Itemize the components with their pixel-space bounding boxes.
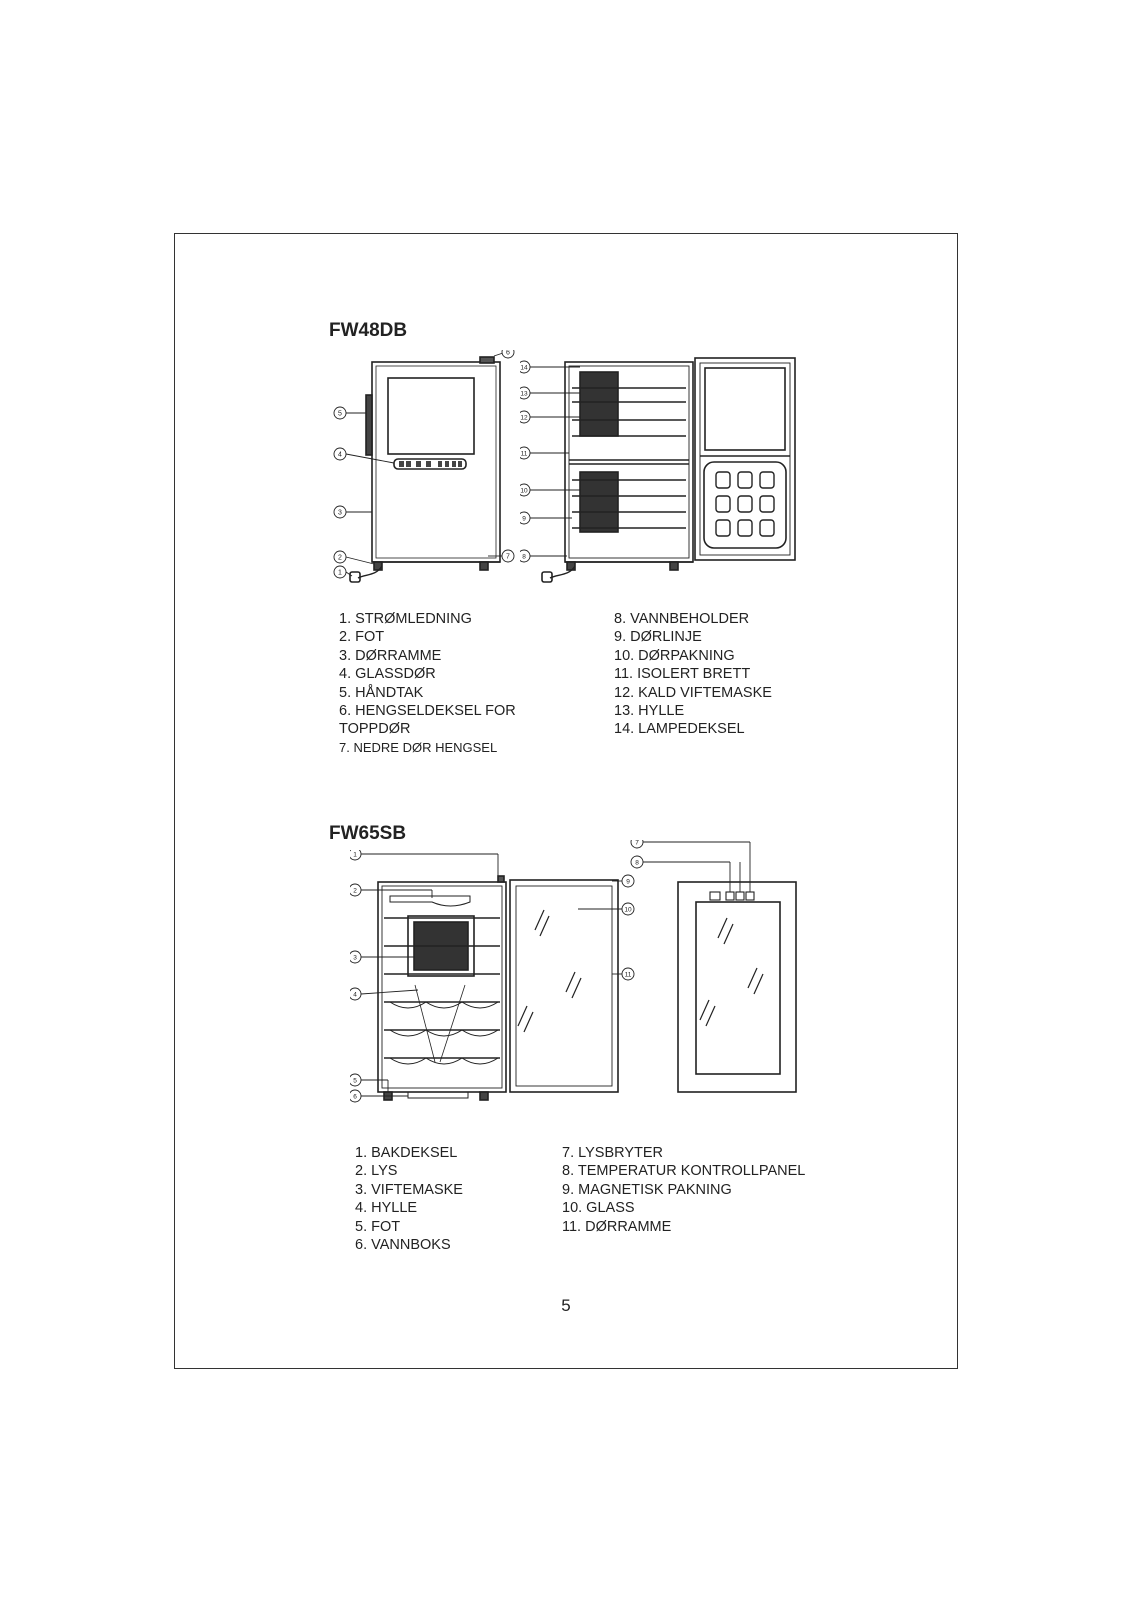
callout-fw65-11: 11 — [624, 971, 632, 979]
callout-fw65-1: 1 — [353, 851, 357, 859]
legend-item: 10. GLASS — [562, 1200, 635, 1217]
legend-item: 8. VANNBEHOLDER — [614, 611, 750, 627]
fw65sb-open-view — [350, 850, 660, 1132]
callout-front-7: 7 — [506, 553, 510, 561]
fw48db-front-view — [330, 350, 530, 600]
legend-item: 12. KALD VIFTEMASKE — [614, 684, 772, 701]
callout-front-1: 1 — [338, 569, 342, 577]
callout-fw65-5: 5 — [353, 1077, 357, 1085]
legend-fw65sb-right — [562, 1144, 805, 1236]
legend-item: 7. LYSBRYTER — [562, 1145, 664, 1161]
model-title-fw48db: FW48DB — [329, 320, 408, 341]
legend-item: 9. MAGNETISK PAKNING — [562, 1181, 732, 1198]
legend-fw48db-right — [614, 610, 772, 739]
legend-fw48db-left — [339, 610, 516, 757]
callout-open-12: 12 — [520, 414, 528, 422]
callout-open-8: 8 — [522, 553, 526, 561]
legend-item: 8. TEMPERATUR KONTROLLPANEL — [562, 1163, 806, 1180]
legend-item: 4. GLASSDØR — [339, 666, 436, 683]
legend-item: 9. DØRLINJE — [614, 629, 702, 646]
callout-fw65-3: 3 — [353, 954, 357, 962]
legend-item: 13. HYLLE — [614, 703, 685, 720]
page-number: 5 — [561, 1296, 571, 1315]
legend-item: 1. STRØMLEDNING — [339, 611, 472, 627]
callout-front-5: 5 — [338, 410, 342, 418]
callout-fw65-8: 8 — [635, 859, 639, 867]
legend-item: 11. ISOLERT BRETT — [614, 666, 751, 683]
legend-item: 6. VANNBOKS — [355, 1237, 451, 1254]
callout-front-6: 6 — [506, 350, 510, 357]
legend-item: 1. BAKDEKSEL — [355, 1145, 458, 1161]
legend-item: 2. FOT — [339, 629, 385, 646]
callout-fw65-7: 7 — [635, 840, 639, 847]
legend-item: 3. VIFTEMASKE — [355, 1181, 463, 1198]
legend-item: 5. FOT — [355, 1218, 401, 1235]
callout-open-11: 11 — [520, 450, 528, 458]
callout-fw65-6: 6 — [353, 1093, 357, 1101]
callout-fw65-10: 10 — [624, 906, 632, 914]
callout-front-4: 4 — [338, 451, 342, 459]
legend-item: TOPPDØR — [339, 721, 411, 738]
callout-front-3: 3 — [338, 509, 342, 517]
legend-item: 11. DØRRAMME — [562, 1218, 672, 1235]
callout-fw65-2: 2 — [353, 887, 357, 895]
legend-item: 7. NEDRE DØR HENGSEL — [339, 739, 498, 755]
legend-item: 2. LYS — [355, 1163, 398, 1180]
legend-item: 3. DØRRAMME — [339, 647, 442, 664]
callout-open-14: 14 — [520, 364, 528, 372]
legend-fw65sb-left — [355, 1144, 463, 1254]
legend-item: 10. DØRPAKNING — [614, 647, 735, 664]
callout-fw65-4: 4 — [353, 991, 357, 999]
callout-front-2: 2 — [338, 554, 342, 562]
callout-open-13: 13 — [520, 390, 528, 398]
callout-open-9: 9 — [522, 515, 526, 523]
legend-item: 6. HENGSELDEKSEL FOR — [339, 703, 516, 720]
legend-item: 5. HÅNDTAK — [339, 684, 424, 701]
fw65sb-front-view — [630, 840, 810, 1102]
fw48db-open-view — [520, 350, 800, 600]
callout-open-10: 10 — [520, 487, 528, 495]
legend-item: 4. HYLLE — [355, 1200, 418, 1217]
model-title-fw65sb: FW65SB — [329, 823, 407, 844]
legend-item: 14. LAMPEDEKSEL — [614, 721, 745, 738]
callout-fw65-9: 9 — [626, 878, 630, 886]
